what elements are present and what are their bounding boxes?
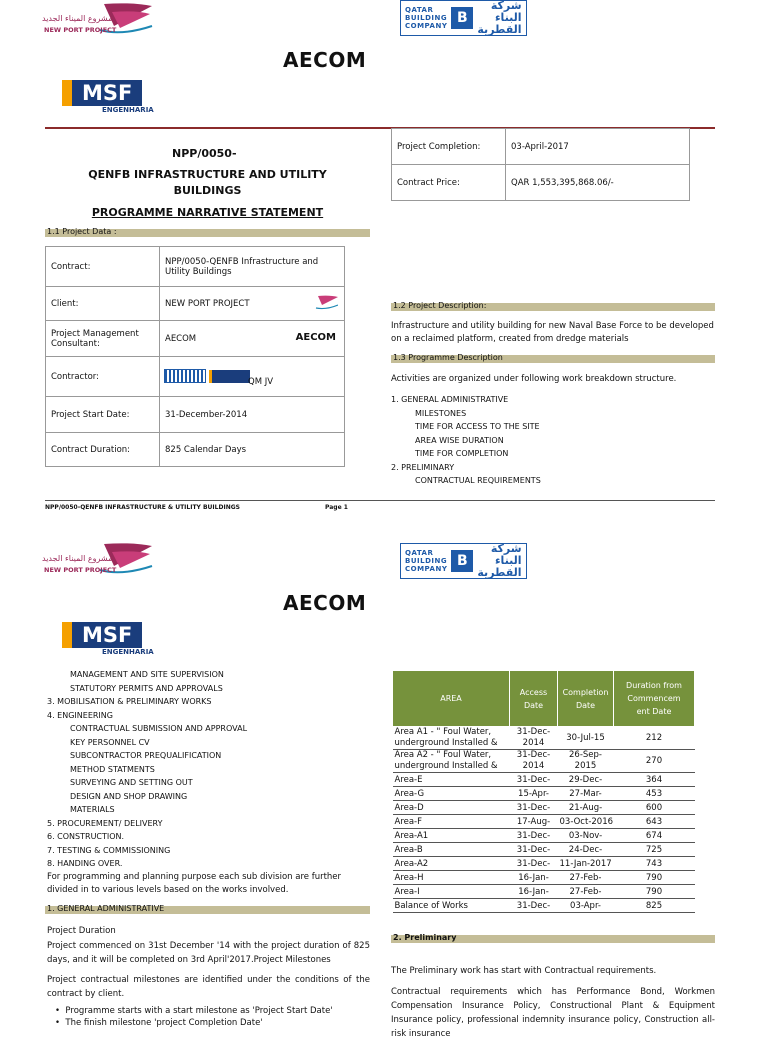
doc-number: NPP/0050- [172,147,237,160]
col-header-area: AREA [393,671,510,727]
bullet-item: • Programme starts with a start milestone as 'Project Start Date' [55,1006,333,1016]
project-duration-heading: Project Duration [47,926,116,936]
duration-cell: 364 [614,773,695,787]
access-cell: 16-Jan- [510,871,558,885]
bullet-text: Programme starts with a start milestone as 'Project Start Date' [65,1006,333,1016]
area-milestones-table [392,670,695,913]
footer-page-number: Page 1 [325,504,348,511]
qatar-building-company-logo-p2 [400,543,527,579]
completion-cell: 03-Nov- [558,829,614,843]
table-row [393,787,695,801]
section-1-1-heading: 1.1 Project Data : [47,227,117,236]
col-header-access: Access Date [510,671,558,727]
footer-doc-title: NPP/0050-QENFB INFRASTRUCTURE & UTILITY BUILDINGS [45,504,240,511]
price-value: QAR 1,553,395,868.06/- [506,165,690,201]
wbs-list-page2 [47,668,247,871]
wbs-item: DESIGN AND SHOP DRAWING [70,791,188,801]
area-cell: Area-D [393,801,510,815]
new-port-project-logo [42,2,154,42]
msf-logo-p2 [62,622,154,656]
doc-subtitle: PROGRAMME NARRATIVE STATEMENT [91,206,324,219]
price-label: Contract Price: [392,165,506,201]
pmc-value: AECOM [165,333,197,344]
wbs-item: CONTRACTUAL SUBMISSION AND APPROVAL [70,724,248,733]
section-1-3-heading: 1.3 Programme Description [393,353,503,362]
wbs-item: 7. TESTING & COMMISSIONING [47,845,171,855]
wbs-item: KEY PERSONNEL CV [70,737,150,747]
msf-logo-text: MSF [68,80,142,106]
completion-cell: 26-Sep-2015 [558,750,614,773]
qbc-arabic-3: القطرية [477,23,522,36]
table-row [393,727,695,750]
wbs-item: 8. HANDING OVER. [47,859,123,868]
client-value: NEW PORT PROJECT [165,298,250,309]
wbs-item: AREA WISE DURATION [415,435,504,445]
start-date-value: 31-December-2014 [160,397,345,433]
qbc-mark-icon: B [451,7,473,29]
table-row [393,899,695,913]
area-cell: Area-H [393,871,510,885]
qbc-arabic-1: شركة [490,0,522,12]
wbs-item: MANAGEMENT AND SITE SUPERVISION [70,670,224,679]
area-cell: Balance of Works [393,899,510,913]
duration-cell: 600 [614,801,695,815]
duration-value: 825 Calendar Days [160,433,345,467]
completion-cell: 24-Dec- [558,843,614,857]
completion-cell: 11-Jan-2017 [559,858,612,869]
wbs-item: TIME FOR COMPLETION [415,449,509,458]
wbs-item: METHOD STATMENTS [70,764,155,774]
wbs-item: SURVEYING AND SETTING OUT [70,778,193,787]
completion-cell: 27-Feb- [558,871,614,885]
qbc-word-3: COMPANY [405,565,448,573]
table-row [393,750,695,773]
completion-cell: 03-Apr- [558,899,614,913]
completion-price-table [391,128,690,201]
table-row [393,801,695,815]
new-port-project-logo-p2 [42,542,154,582]
msf-mini-logo-icon [209,370,250,383]
access-cell: 31-Dec- [510,843,558,857]
area-cell: Area A1 - " Foul Water, underground Installed & [393,727,510,750]
wbs-item: 1. GENERAL ADMINISTRATIVE [391,395,509,404]
pmc-label: Project Management Consultant: [46,321,160,357]
completion-cell: 27-Mar- [558,787,614,801]
qbc-mark-icon: B [451,550,473,572]
access-cell: 16-Jan- [510,885,558,899]
contractor-label: Contractor: [46,357,160,397]
qbc-arabic-2: البناء [494,11,522,24]
qbc-word-2: BUILDING [405,14,448,22]
area-cell: Area-I [393,885,510,899]
contract-label: Contract: [46,247,160,287]
section-preliminary-bar [391,935,715,943]
project-data-table [45,246,345,467]
access-cell: 31-Dec- [510,899,558,913]
access-cell: 17-Aug- [510,815,558,829]
project-duration-text: Project commenced on 31st December '14 with the project duration of 825 days, and it will be completed on 3rd April'2017.Project Milestones [47,941,370,965]
section-general-admin-heading: 1. GENERAL ADMINISTRATIVE [47,904,165,913]
access-cell: 31-Dec- [510,829,558,843]
table-row [393,815,695,829]
wbs-item: 5. PROCUREMENT/ DELIVERY [47,818,163,828]
activities-intro: Activities are organized under following work breakdown structure. [391,374,677,384]
qatar-building-company-logo [400,0,527,36]
division-text: For programming and planning purpose each sub division are further divided in to various levels based on the works involved. [47,872,342,895]
completion-cell: 30-Jul-15 [558,727,614,750]
bullet-list [55,1005,333,1029]
area-cell: Area A2 - " Foul Water, underground Installed & [393,750,510,773]
wbs-item: 6. CONSTRUCTION. [47,832,125,841]
area-cell: Area-B [393,843,510,857]
msf-logo-text: MSF [68,622,142,648]
area-cell: Area-A1 [393,829,510,843]
area-cell: Area-F [393,815,510,829]
wbs-item: TIME FOR ACCESS TO THE SITE [415,422,540,431]
access-cell: 15-Apr- [510,787,558,801]
area-cell: Area-A2 [393,857,510,871]
npp-logo-text: NEW PORT PROJECT [44,566,117,574]
bullet-item: • The finish milestone 'project Completion Date' [55,1018,263,1028]
npp-arabic-text: مشروع الميناء الجديد [42,14,113,23]
table-row [393,871,695,885]
section-1-2-heading: 1.2 Project Description: [393,301,487,310]
table-row [393,843,695,857]
section-preliminary-heading: 2. Preliminary [393,933,457,942]
aecom-mini-logo: AECOM [295,332,336,343]
qbc-arabic-3: القطرية [477,566,522,579]
duration-cell: 790 [614,885,695,899]
client-label: Client: [46,287,160,321]
contractor-logos [164,369,250,383]
doc-title-line2: BUILDINGS [173,184,242,197]
npp-logo-text: NEW PORT PROJECT [44,26,117,34]
msf-logo-sub: ENGENHARIA [102,106,154,114]
start-date-label: Project Start Date: [46,397,160,433]
wbs-item: MATERIALS [70,805,115,814]
table-row [393,857,695,871]
wbs-item: SUBCONTRACTOR PREQUALIFICATION [70,751,222,760]
access-cell: 31-Dec- [510,857,558,871]
duration-cell: 270 [614,750,695,773]
duration-label: Contract Duration: [46,433,160,467]
wbs-item: STATUTORY PERMITS AND APPROVALS [70,683,223,693]
aecom-logo: AECOM [283,48,367,72]
col-header-duration: Duration from Commencement Date [614,671,695,727]
completion-label: Project Completion: [392,129,506,165]
table-row [393,773,695,787]
wbs-item: 4. ENGINEERING [47,710,113,720]
section-1-2-bar [391,303,715,311]
bullet-text: The finish milestone 'project Completion Date' [65,1018,263,1028]
wbs-item: CONTRACTUAL REQUIREMENTS [415,476,541,485]
aecom-logo-p2: AECOM [283,591,367,615]
npp-arabic-text: مشروع الميناء الجديد [42,554,113,563]
access-cell: 31-Dec-2014 [510,727,558,750]
duration-cell: 743 [614,857,695,871]
duration-cell: 643 [614,815,695,829]
milestones-text: Project contractual milestones are identified under the conditions of the contract by client. [47,975,370,999]
access-cell: 31-Dec- [510,773,558,787]
qbc-mini-logo-icon [164,369,206,383]
duration-cell: 674 [614,829,695,843]
qbc-arabic-1: شركة [490,542,522,555]
qbc-word-2: BUILDING [405,557,448,565]
duration-cell: 790 [614,871,695,885]
footer-rule [45,500,715,501]
access-cell: 31-Dec-2014 [510,750,558,773]
preliminary-text: Contractual requirements which has Performance Bond, Workmen Compensation Insurance Policy, Constructional Plant & Equipment Insurance policy, professional indemnity insurance policy, Construction all-risk insurance [391,987,715,1039]
completion-cell: 27-Feb- [558,885,614,899]
area-cell: Area-G [393,787,510,801]
qbc-word-3: COMPANY [405,22,448,30]
section-1-1-bar [45,229,370,237]
preliminary-intro: The Preliminary work has start with Contractual requirements. [391,966,657,976]
wbs-list-page1 [391,393,541,488]
npp-mini-logo-icon [298,295,338,311]
table-row [393,829,695,843]
msf-logo [62,80,154,114]
qbc-arabic-2: البناء [494,554,522,567]
completion-cell: 03-Oct-2016 [559,816,614,827]
contract-value: NPP/0050-QENFB Infrastructure and Utility Buildings [160,247,345,287]
qbc-word-1: QATAR [405,549,434,557]
wbs-item: 2. PRELIMINARY [391,462,455,472]
completion-value: 03-April-2017 [506,129,690,165]
doc-title-line1: QENFB INFRASTRUCTURE AND UTILITY [88,168,327,181]
contractor-value: QM JV [248,377,274,387]
msf-logo-sub: ENGENHARIA [102,648,154,656]
duration-cell: 725 [614,843,695,857]
table-row [393,885,695,899]
access-cell: 31-Dec- [510,801,558,815]
completion-cell: 21-Aug- [558,801,614,815]
area-cell: Area-E [393,773,510,787]
completion-cell: 29-Dec- [558,773,614,787]
wbs-item: 3. MOBILISATION & PRELIMINARY WORKS [47,697,212,706]
qbc-word-1: QATAR [405,6,434,14]
duration-cell: 212 [614,727,695,750]
duration-cell: 453 [614,787,695,801]
duration-cell: 825 [614,899,695,913]
wbs-item: MILESTONES [415,408,467,418]
col-header-completion: Completion Date [558,671,614,727]
section-1-3-bar [391,355,715,363]
project-description: Infrastructure and utility building for new Naval Base Force to be developed on a reclaimed platform, created from dredge materials [391,321,714,344]
section-general-admin-bar [45,906,370,914]
